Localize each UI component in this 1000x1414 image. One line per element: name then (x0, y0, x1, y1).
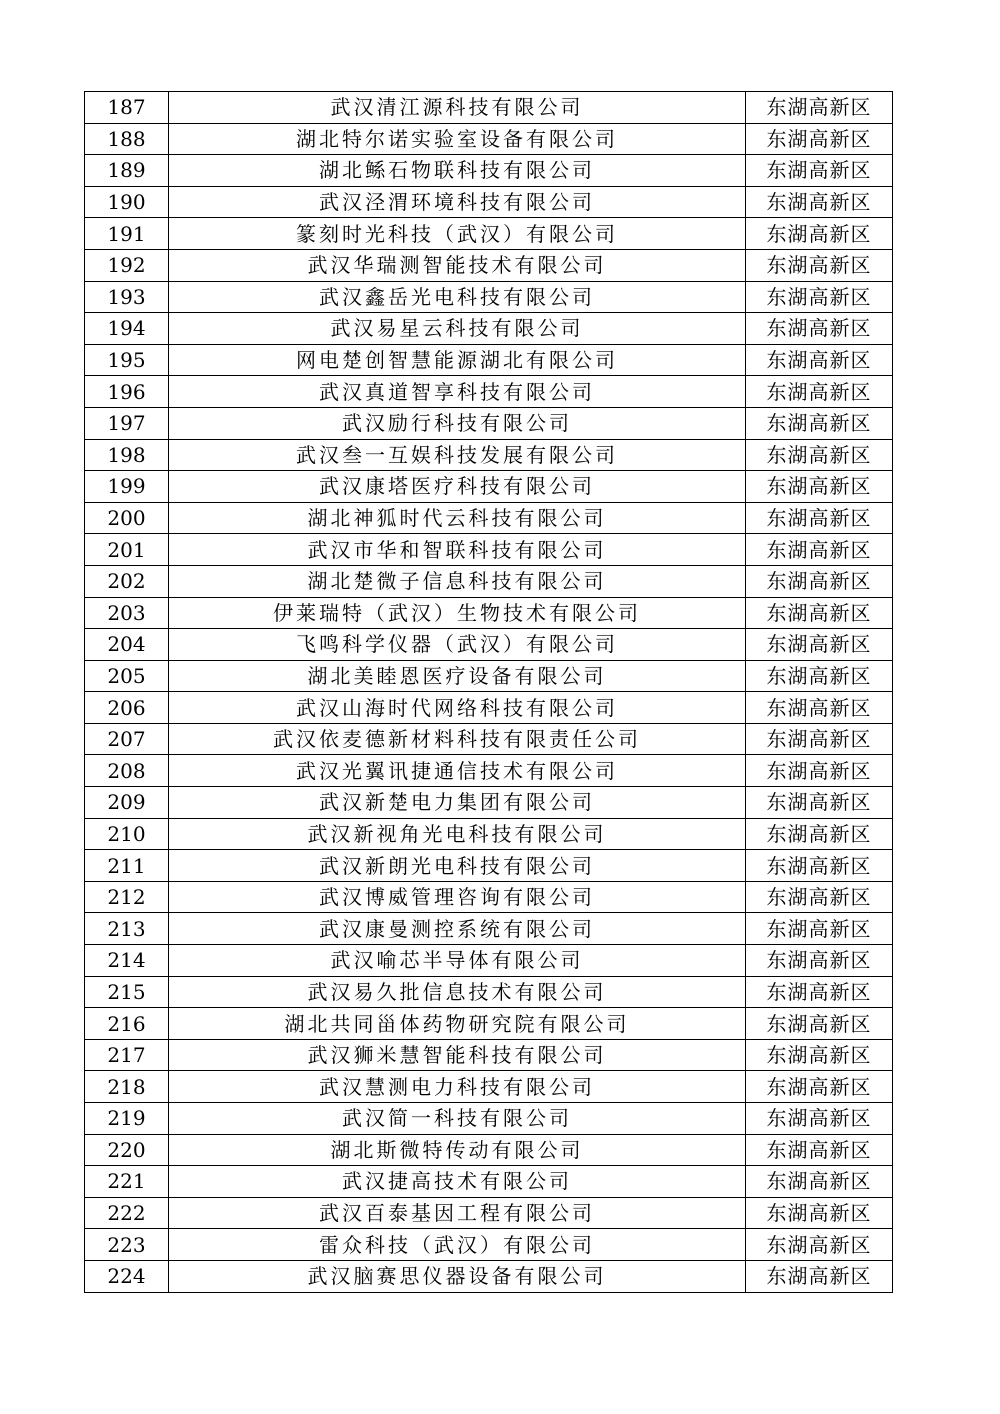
district-cell: 东湖高新区 (746, 660, 893, 692)
table-row (85, 945, 893, 977)
district-cell: 东湖高新区 (746, 818, 893, 850)
table-row (85, 471, 893, 503)
district-cell: 东湖高新区 (746, 692, 893, 724)
table-row (85, 818, 893, 850)
row-number-cell: 221 (85, 1166, 169, 1198)
company-name-cell: 篆刻时光科技（武汉）有限公司 (169, 218, 746, 250)
company-name-cell: 武汉山海时代网络科技有限公司 (169, 692, 746, 724)
company-name-cell: 飞鸣科学仪器（武汉）有限公司 (169, 629, 746, 661)
row-number-cell: 192 (85, 249, 169, 281)
row-number-cell: 205 (85, 660, 169, 692)
company-name-cell: 武汉叁一互娱科技发展有限公司 (169, 439, 746, 471)
table-row (85, 344, 893, 376)
table-row (85, 1008, 893, 1040)
row-number-cell: 224 (85, 1260, 169, 1292)
table-row (85, 407, 893, 439)
table-row (85, 976, 893, 1008)
table-row (85, 1260, 893, 1292)
district-cell: 东湖高新区 (746, 945, 893, 977)
district-cell: 东湖高新区 (746, 1229, 893, 1261)
company-name-cell: 武汉新楚电力集团有限公司 (169, 787, 746, 819)
table-row (85, 186, 893, 218)
row-number-cell: 191 (85, 218, 169, 250)
row-number-cell: 201 (85, 534, 169, 566)
district-cell: 东湖高新区 (746, 218, 893, 250)
table-row (85, 281, 893, 313)
table-row (85, 249, 893, 281)
company-name-cell: 武汉光翼讯捷通信技术有限公司 (169, 755, 746, 787)
district-cell: 东湖高新区 (746, 313, 893, 345)
company-name-cell: 武汉新朗光电科技有限公司 (169, 850, 746, 882)
company-name-cell: 武汉易久批信息技术有限公司 (169, 976, 746, 1008)
district-cell: 东湖高新区 (746, 407, 893, 439)
table-row (85, 723, 893, 755)
district-cell: 东湖高新区 (746, 597, 893, 629)
row-number-cell: 193 (85, 281, 169, 313)
company-name-cell: 雷众科技（武汉）有限公司 (169, 1229, 746, 1261)
company-name-cell: 武汉易星云科技有限公司 (169, 313, 746, 345)
table-row (85, 881, 893, 913)
district-cell: 东湖高新区 (746, 1039, 893, 1071)
company-name-cell: 武汉市华和智联科技有限公司 (169, 534, 746, 566)
row-number-cell: 190 (85, 186, 169, 218)
company-name-cell: 武汉捷高技术有限公司 (169, 1166, 746, 1198)
company-name-cell: 武汉康塔医疗科技有限公司 (169, 471, 746, 503)
company-name-cell: 武汉励行科技有限公司 (169, 407, 746, 439)
row-number-cell: 214 (85, 945, 169, 977)
table-row (85, 534, 893, 566)
company-name-cell: 湖北共同甾体药物研究院有限公司 (169, 1008, 746, 1040)
row-number-cell: 212 (85, 881, 169, 913)
company-name-cell: 武汉华瑞测智能技术有限公司 (169, 249, 746, 281)
company-name-cell: 武汉慧测电力科技有限公司 (169, 1071, 746, 1103)
row-number-cell: 213 (85, 913, 169, 945)
district-cell: 东湖高新区 (746, 471, 893, 503)
table-row (85, 629, 893, 661)
district-cell: 东湖高新区 (746, 534, 893, 566)
table-row (85, 1134, 893, 1166)
company-name-cell: 武汉狮米慧智能科技有限公司 (169, 1039, 746, 1071)
row-number-cell: 197 (85, 407, 169, 439)
district-cell: 东湖高新区 (746, 755, 893, 787)
row-number-cell: 203 (85, 597, 169, 629)
row-number-cell: 189 (85, 155, 169, 187)
table-row (85, 92, 893, 124)
table-row (85, 1197, 893, 1229)
district-cell: 东湖高新区 (746, 787, 893, 819)
district-cell: 东湖高新区 (746, 1103, 893, 1135)
district-cell: 东湖高新区 (746, 92, 893, 124)
district-cell: 东湖高新区 (746, 881, 893, 913)
row-number-cell: 218 (85, 1071, 169, 1103)
table-row (85, 787, 893, 819)
company-name-cell: 湖北楚微子信息科技有限公司 (169, 565, 746, 597)
district-cell: 东湖高新区 (746, 1008, 893, 1040)
district-cell: 东湖高新区 (746, 376, 893, 408)
table-row (85, 502, 893, 534)
district-cell: 东湖高新区 (746, 1134, 893, 1166)
table-row (85, 850, 893, 882)
row-number-cell: 210 (85, 818, 169, 850)
district-cell: 东湖高新区 (746, 155, 893, 187)
district-cell: 东湖高新区 (746, 1197, 893, 1229)
table-row (85, 1166, 893, 1198)
table-row (85, 913, 893, 945)
company-name-cell: 武汉百泰基因工程有限公司 (169, 1197, 746, 1229)
row-number-cell: 223 (85, 1229, 169, 1261)
row-number-cell: 219 (85, 1103, 169, 1135)
company-name-cell: 武汉脑赛思仪器设备有限公司 (169, 1260, 746, 1292)
table-row (85, 439, 893, 471)
row-number-cell: 222 (85, 1197, 169, 1229)
company-name-cell: 武汉博威管理咨询有限公司 (169, 881, 746, 913)
district-cell: 东湖高新区 (746, 1166, 893, 1198)
company-name-cell: 武汉新视角光电科技有限公司 (169, 818, 746, 850)
company-name-cell: 湖北斯微特传动有限公司 (169, 1134, 746, 1166)
row-number-cell: 188 (85, 123, 169, 155)
row-number-cell: 215 (85, 976, 169, 1008)
table-row (85, 313, 893, 345)
table-row (85, 1071, 893, 1103)
company-name-cell: 湖北神狐时代云科技有限公司 (169, 502, 746, 534)
row-number-cell: 206 (85, 692, 169, 724)
table-body (85, 92, 893, 1293)
row-number-cell: 200 (85, 502, 169, 534)
table-row (85, 660, 893, 692)
company-name-cell: 武汉泾渭环境科技有限公司 (169, 186, 746, 218)
table-row (85, 218, 893, 250)
row-number-cell: 207 (85, 723, 169, 755)
company-name-cell: 网电楚创智慧能源湖北有限公司 (169, 344, 746, 376)
district-cell: 东湖高新区 (746, 186, 893, 218)
row-number-cell: 198 (85, 439, 169, 471)
row-number-cell: 211 (85, 850, 169, 882)
row-number-cell: 208 (85, 755, 169, 787)
company-name-cell: 湖北美睦恩医疗设备有限公司 (169, 660, 746, 692)
table-row (85, 155, 893, 187)
table-row (85, 376, 893, 408)
district-cell: 东湖高新区 (746, 249, 893, 281)
company-list-table (84, 91, 893, 1293)
company-name-cell: 武汉简一科技有限公司 (169, 1103, 746, 1135)
company-name-cell: 武汉清江源科技有限公司 (169, 92, 746, 124)
district-cell: 东湖高新区 (746, 344, 893, 376)
district-cell: 东湖高新区 (746, 913, 893, 945)
table-row (85, 565, 893, 597)
row-number-cell: 199 (85, 471, 169, 503)
company-name-cell: 武汉喻芯半导体有限公司 (169, 945, 746, 977)
row-number-cell: 195 (85, 344, 169, 376)
district-cell: 东湖高新区 (746, 565, 893, 597)
company-name-cell: 武汉鑫岳光电科技有限公司 (169, 281, 746, 313)
row-number-cell: 202 (85, 565, 169, 597)
district-cell: 东湖高新区 (746, 976, 893, 1008)
table-row (85, 1229, 893, 1261)
table-row (85, 597, 893, 629)
table-row (85, 755, 893, 787)
district-cell: 东湖高新区 (746, 1260, 893, 1292)
district-cell: 东湖高新区 (746, 1071, 893, 1103)
district-cell: 东湖高新区 (746, 502, 893, 534)
district-cell: 东湖高新区 (746, 439, 893, 471)
district-cell: 东湖高新区 (746, 629, 893, 661)
company-name-cell: 武汉康曼测控系统有限公司 (169, 913, 746, 945)
company-name-cell: 湖北鲧石物联科技有限公司 (169, 155, 746, 187)
table-row (85, 692, 893, 724)
row-number-cell: 209 (85, 787, 169, 819)
company-name-cell: 湖北特尔诺实验室设备有限公司 (169, 123, 746, 155)
district-cell: 东湖高新区 (746, 281, 893, 313)
table-row (85, 123, 893, 155)
district-cell: 东湖高新区 (746, 850, 893, 882)
company-name-cell: 武汉依麦德新材料科技有限责任公司 (169, 723, 746, 755)
company-name-cell: 武汉真道智享科技有限公司 (169, 376, 746, 408)
table-row (85, 1103, 893, 1135)
row-number-cell: 217 (85, 1039, 169, 1071)
table-row (85, 1039, 893, 1071)
company-name-cell: 伊莱瑞特（武汉）生物技术有限公司 (169, 597, 746, 629)
row-number-cell: 216 (85, 1008, 169, 1040)
row-number-cell: 196 (85, 376, 169, 408)
row-number-cell: 220 (85, 1134, 169, 1166)
row-number-cell: 187 (85, 92, 169, 124)
district-cell: 东湖高新区 (746, 123, 893, 155)
row-number-cell: 194 (85, 313, 169, 345)
row-number-cell: 204 (85, 629, 169, 661)
district-cell: 东湖高新区 (746, 723, 893, 755)
